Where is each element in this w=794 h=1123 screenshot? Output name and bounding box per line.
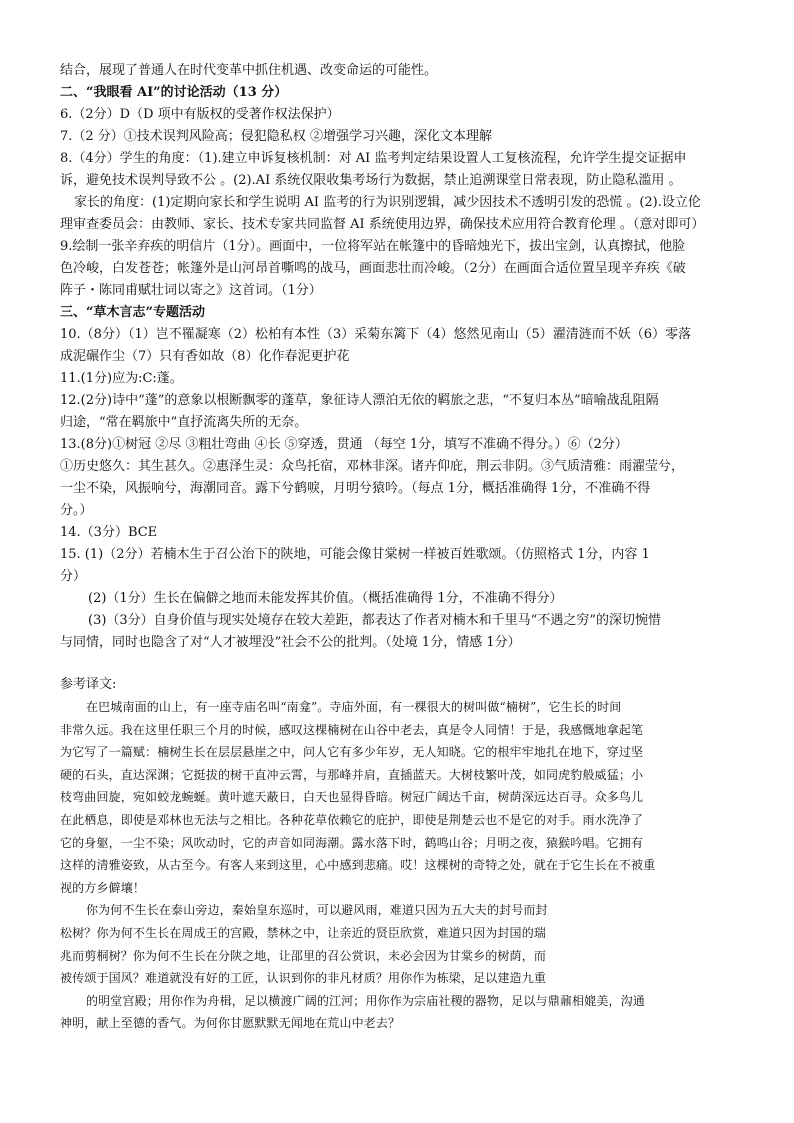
answer-q10-line: 成泥碾作尘（7）只有香如故（8）化作春泥更护花: [60, 349, 350, 364]
answer-q13-line: 13.(8分)①树冠 ②尽 ③粗壮弯曲 ④长 ⑤穿透，贯通 （每空 1分，填写不准确不得分。）⑥（2分）: [60, 437, 628, 452]
translation-line: 你为何不生长在泰山旁边，秦始皇东巡时，可以避风雨，难道只因为五大夫的封号而封: [86, 903, 548, 918]
answer-q14: 14.（3分）BCE: [60, 525, 158, 540]
answer-q11: 11.(1分)应为:C:蓬。: [60, 371, 183, 386]
translation-line: 在此栖息，即使是邓林也无法与之相比。各种花草依赖它的庇护，即使是荆楚云也不是它的对手。雨水洗净了: [60, 812, 644, 827]
text-line: 结合，展现了普通人在时代变革中抓住机遇、改变命运的可能性。: [60, 63, 438, 78]
section-title: 三、“草木言志”专题活动: [60, 305, 205, 320]
translation-paragraph-3: [60, 990, 740, 1035]
translation-line: 松树？你为何不生长在周成王的宫殿，禁林之中，让亲近的贤臣欣赏，难道只因为封国的瑞: [60, 925, 547, 940]
answer-q15-2: (2)（1分）生长在偏僻之地而未能发挥其价值。（概括准确得 1分，不准确不得分）: [88, 591, 563, 606]
translation-line: 被传颂于国风？难道就没有好的工匠，认识到你的非凡材质？用你作为栋梁，足以建造九重: [60, 971, 547, 986]
answer-q13-line: ①历史悠久：其生甚久。②惠泽生灵：众鸟托宿，邓林非深。诸卉仰庇，荆云非阴。③气质清雅：雨濯莹兮，: [60, 459, 685, 474]
answer-q9-line: 色冷峻，白发苍苍；帐篷外是山河昂首嘶鸣的战马，画面悲壮而冷峻。（2分）在画面合适位置呈现辛弃疾《破: [60, 261, 686, 276]
answer-q8-line: 诉，避免技术误判导致不公 。(2).AI 系统仅限收集考场行为数据，禁止追溯课堂日常表现，防止隐私滥用 。: [60, 173, 682, 188]
translation-line: 这样的清雅姿致，从古至今。有客人来到这里，心中感到悲痛。哎！这棵树的奇特之处，就在于它生长在不被重: [60, 858, 656, 873]
translation-line: 在巴城南面的山上，有一座寺庙名叫“南龛”。寺庙外面，有一棵很大的树叫做“楠树”，它生长的时间: [86, 700, 622, 714]
translation-line: 视的方乡僻壤！: [60, 880, 146, 895]
answer-q6: 6.（2分）D（D 项中有版权的受著作权法保护）: [60, 107, 340, 122]
translation-line: 为它写了一篇赋：楠树生长在层层悬崖之中，问人它有多少年岁，无人知晓。它的根牢牢地扎在地下，穿过坚: [60, 745, 644, 760]
section-title: 二、“我眼看 AI”的讨论活动（13 分）: [60, 85, 288, 100]
answer-q15-line: 分）: [60, 569, 87, 584]
answer-q7: 7.（2 分）①技术误判风险高；侵犯隐私权 ②增强学习兴趣，深化文本理解: [60, 129, 492, 144]
translation-line: 它的身躯，一尘不染；风吹动时，它的声音如同海潮。露水落下时，鹤鸣山谷；月明之夜，猿猴吟唱。它拥有: [60, 835, 644, 850]
answer-q8-line: 家长的角度：(1)定期向家长和学生说明 AI 监考的行为识别逻辑，减少因技术不透明引发的恐慌 。(2).设立伦: [74, 195, 701, 210]
translation-line: 硬的石头，直达深渊；它挺拔的树干直冲云霄，与那峰并肩，直插蓝天。大树枝繁叶茂，如同虎豹般威猛；小: [60, 767, 644, 782]
translation-line: 非常久远。我在这里任职三个月的时候，感叹这棵楠树在山谷中老去，真是令人同情！于是，我感慨地拿起笔: [60, 722, 644, 737]
answer-q15-line: 15. (1)（2分）若楠木生于召公治下的陕地，可能会像甘棠树一样被百姓歌颂。（仿照格式 1分，内容 1: [60, 547, 650, 562]
translation-line: 枝弯曲回旋，宛如蛟龙蜿蜒。黄叶遮天蔽日，白天也显得昏暗。树冠广阔达千亩，树荫深远达百寻。众多鸟儿: [60, 790, 644, 805]
answer-q15-3-line: (3)（3分）自身价值与现实处境存在较大差距，都表达了作者对楠木和千里马“不遇之穷”的深切惋惜: [88, 613, 661, 628]
translation-paragraph-2: [60, 899, 740, 989]
answer-q13-line: 一尘不染，风振响兮，海潮同音。露下兮鹤唳，月明兮猿吟。（每点 1分，概括准确得 1分，不准确不得: [60, 481, 651, 496]
translation-line: 的明堂宫殿；用你作为舟楫，足以横渡广阔的江河；用你作为宗庙社稷的器物，足以与鼎鼐相媲美，沟通: [86, 993, 645, 1008]
translation-line: 神明，献上至德的香气。为何你甘愿默默无闻地在荒山中老去？: [60, 1016, 401, 1031]
answer-q9-line: 9.绘制一张辛弃疾的明信片（1分）。画面中，一位将军站在帐篷中的昏暗烛光下，拔出宝剑，认真擦拭，他脸: [60, 239, 686, 254]
translation-line: 兆而剪桐树？你为何不生长在分陕之地，让邵里的召公赏识，未必会因为甘棠乡的树荫，而: [60, 948, 547, 963]
translation-paragraph-1: [60, 696, 740, 899]
answer-q15-3-line: 与同情，同时也隐含了对“人才被埋没”社会不公的批判。（处境 1分，情感 1分）: [60, 635, 521, 650]
answer-q9-line: 阵子・陈同甫赋壮词以寄之》这首词。（1分）: [60, 283, 322, 298]
answer-q8-line: 理审查委员会：由教师、家长、技术专家共同监督 AI 系统使用边界，确保技术应用符合教育伦理 。（意对即可）: [60, 217, 705, 232]
answer-page: [60, 60, 740, 1035]
answer-q12-line: 归途，“常在羁旅中”直抒流离失所的无奈。: [60, 415, 308, 430]
translation-title: 参考译文:: [60, 677, 117, 692]
answer-q10-line: 10.（8分）（1）岂不罹凝寒（2）松柏有本性（3）采菊东篱下（4）悠然见南山（5）濯清涟而不妖（6）零落: [60, 327, 692, 342]
answer-q12-line: 12.(2分)诗中“蓬”的意象以根断飘零的蓬草，象征诗人漂泊无依的羁旅之悲，“不复归本丛”暗喻战乱阻隔: [60, 393, 659, 408]
answer-q13-line: 分。）: [60, 503, 93, 518]
answer-q8-line: 8.（4分）学生的角度：（1).建立申诉复核机制：对 AI 监考判定结果设置人工复核流程，允许学生提交证据申: [60, 151, 687, 166]
